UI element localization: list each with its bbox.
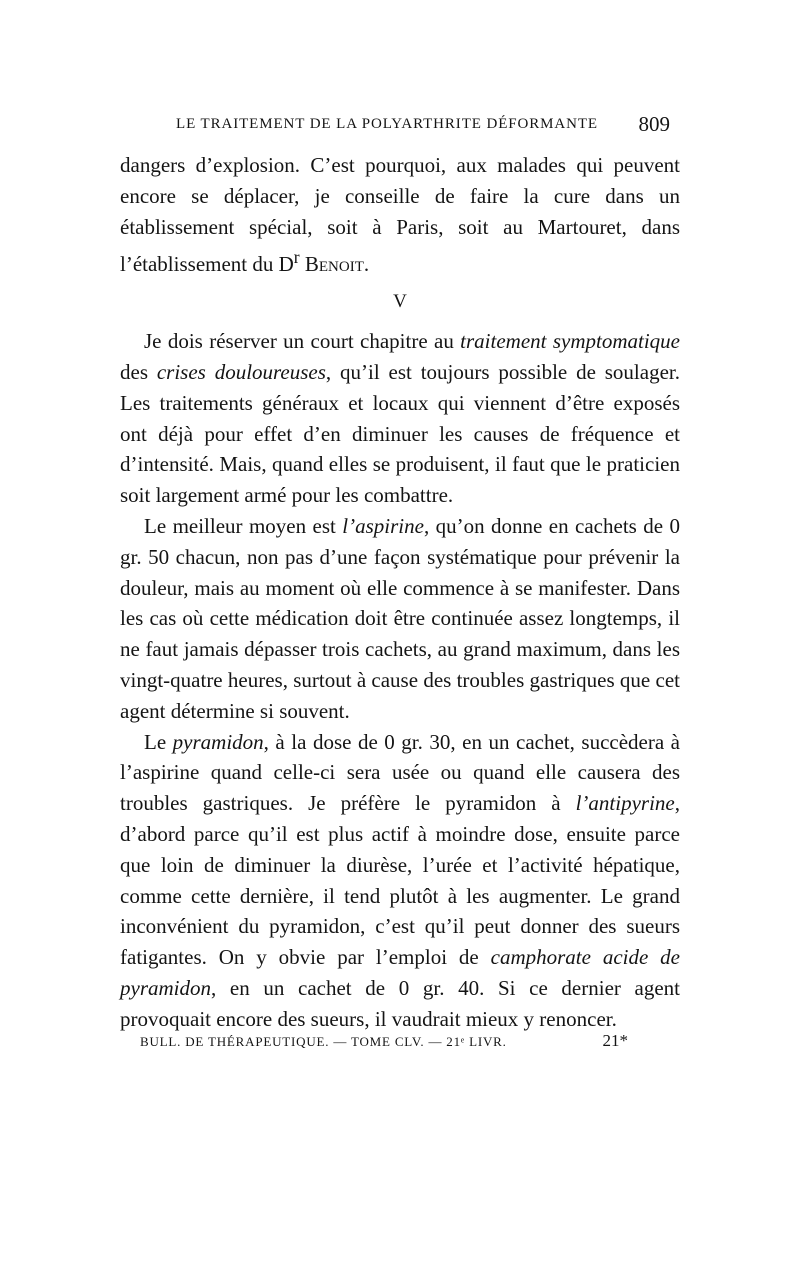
signature-footer xyxy=(140,1032,628,1054)
paragraph-3: Le meilleur moyen est l’aspirine, qu’on donne en cachets de 0 gr. 50 chacun, non pas d’une façon systématique pour prévenir la douleur, mais au moment où elle commence à se manifester. Dans les cas où cette médication doit être continuée assez longtemps, il ne faut jamais dépasser trois cachets, au grand maximum, dans les vingt-quatre heures, surtout à cause des troubles gastriques que cet agent détermine si souvent. xyxy=(120,513,680,723)
footer-signature-line: BULL. DE THÉRAPEUTIQUE. — TOME CLV. — 21ᵉ LIVR. xyxy=(140,1034,507,1049)
section-number: V xyxy=(393,291,407,313)
paragraph-2: Je dois réserver un court chapitre au traitement symptomatique des crises douloureuses, qu’il est toujours possible de soulager. Les traitements généraux et locaux qui viennent d’être exposés ont déjà pour effet d’en diminuer les causes de fréquence et d’intensité. Mais, quand elles se produisent, il faut que le praticien soit largement armé pour les combattre. xyxy=(120,329,680,508)
running-head xyxy=(176,114,670,138)
signature-mark: 21* xyxy=(602,1031,628,1050)
running-title: LE TRAITEMENT DE LA POLYARTHRITE DÉFORMANTE xyxy=(176,116,598,132)
body-text xyxy=(120,150,680,1035)
paragraph-4: Le pyramidon, à la dose de 0 gr. 30, en un cachet, succèdera à l’aspirine quand celle-ci sera usée ou quand elle causera des troubles gastriques. Je préfère le pyramidon à l’antipyrine, d’abord parce qu’il est plus actif à moindre dose, ensuite parce que loin de diminuer la diurèse, l’urée et l’activité hépatique, comme cette dernière, il tend plutôt à les augmenter. Le grand inconvénient du pyramidon, c’est qu’il peut donner des sueurs fatigantes. On y obvie par l’emploi de camphorate acide de pyramidon, en un cachet de 0 gr. 40. Si ce dernier agent provoquait encore des sueurs, il vaudrait mieux y renoncer. xyxy=(120,729,680,1031)
page-number: 809 xyxy=(638,112,670,136)
author-name: Benoit xyxy=(304,252,364,277)
paragraph-1: dangers d’explosion. C’est pourquoi, aux malades qui peuvent encore se déplacer, je conseille de faire la cure dans un établissement spécial, soit à Paris, soit au Martouret, dans l’établissement du $D^r$ Benoit. xyxy=(120,153,680,277)
